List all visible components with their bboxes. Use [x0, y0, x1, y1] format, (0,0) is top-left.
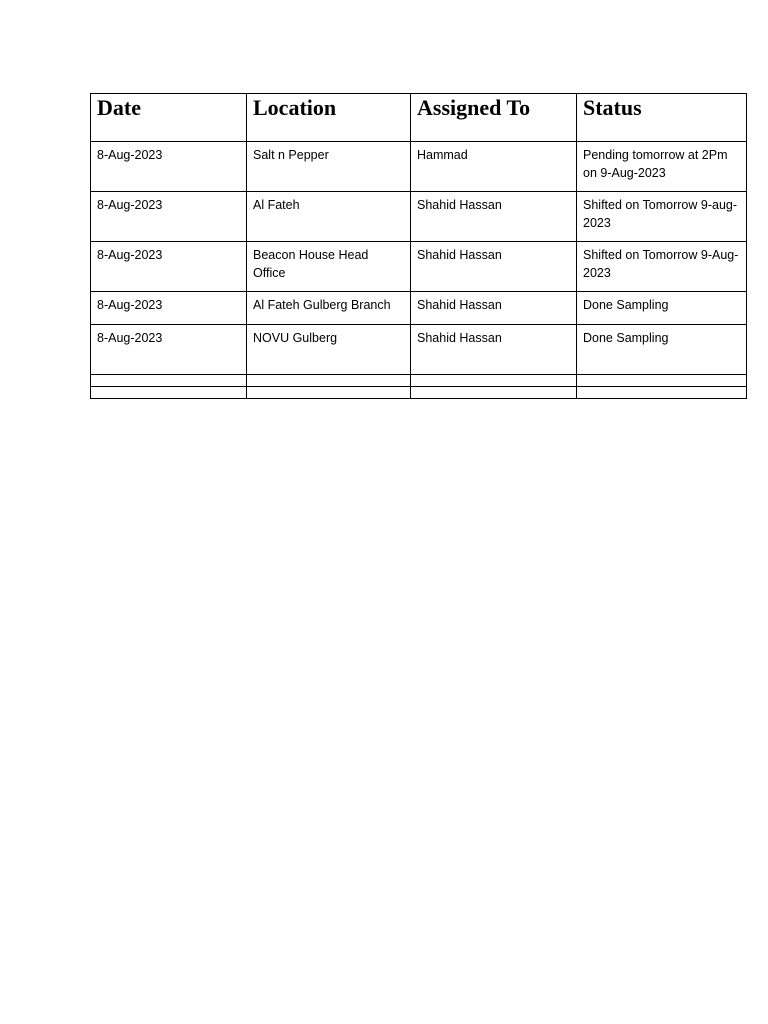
- header-status: Status: [577, 94, 747, 142]
- cell-assigned-to: Shahid Hassan: [411, 292, 577, 325]
- empty-cell: [247, 387, 411, 399]
- cell-date: 8-Aug-2023: [91, 292, 247, 325]
- cell-location: Al Fateh: [247, 192, 411, 242]
- empty-cell: [577, 375, 747, 387]
- cell-location: Beacon House Head Office: [247, 242, 411, 292]
- empty-cell: [577, 387, 747, 399]
- cell-status: Done Sampling: [577, 292, 747, 325]
- empty-cell: [91, 387, 247, 399]
- table-row: [91, 325, 747, 375]
- cell-assigned-to: Shahid Hassan: [411, 242, 577, 292]
- table-header-row: [91, 94, 747, 142]
- header-assigned-to: Assigned To: [411, 94, 577, 142]
- cell-location: Al Fateh Gulberg Branch: [247, 292, 411, 325]
- header-date: Date: [91, 94, 247, 142]
- empty-cell: [411, 387, 577, 399]
- cell-date: 8-Aug-2023: [91, 242, 247, 292]
- empty-cell: [247, 375, 411, 387]
- cell-assigned-to: Shahid Hassan: [411, 325, 577, 375]
- sampling-status-table: [90, 93, 747, 399]
- cell-date: 8-Aug-2023: [91, 325, 247, 375]
- cell-status: Pending tomorrow at 2Pm on 9-Aug-2023: [577, 142, 747, 192]
- table-row: [91, 292, 747, 325]
- empty-cell: [411, 375, 577, 387]
- empty-table-row: [91, 375, 747, 387]
- cell-date: 8-Aug-2023: [91, 192, 247, 242]
- cell-status: Shifted on Tomorrow 9-aug-2023: [577, 192, 747, 242]
- cell-status: Done Sampling: [577, 325, 747, 375]
- cell-status: Shifted on Tomorrow 9-Aug-2023: [577, 242, 747, 292]
- empty-table-row: [91, 387, 747, 399]
- cell-date: 8-Aug-2023: [91, 142, 247, 192]
- cell-assigned-to: Hammad: [411, 142, 577, 192]
- table-row: [91, 142, 747, 192]
- cell-location: Salt n Pepper: [247, 142, 411, 192]
- table-row: [91, 242, 747, 292]
- cell-assigned-to: Shahid Hassan: [411, 192, 577, 242]
- table-row: [91, 192, 747, 242]
- cell-location: NOVU Gulberg: [247, 325, 411, 375]
- empty-cell: [91, 375, 247, 387]
- header-location: Location: [247, 94, 411, 142]
